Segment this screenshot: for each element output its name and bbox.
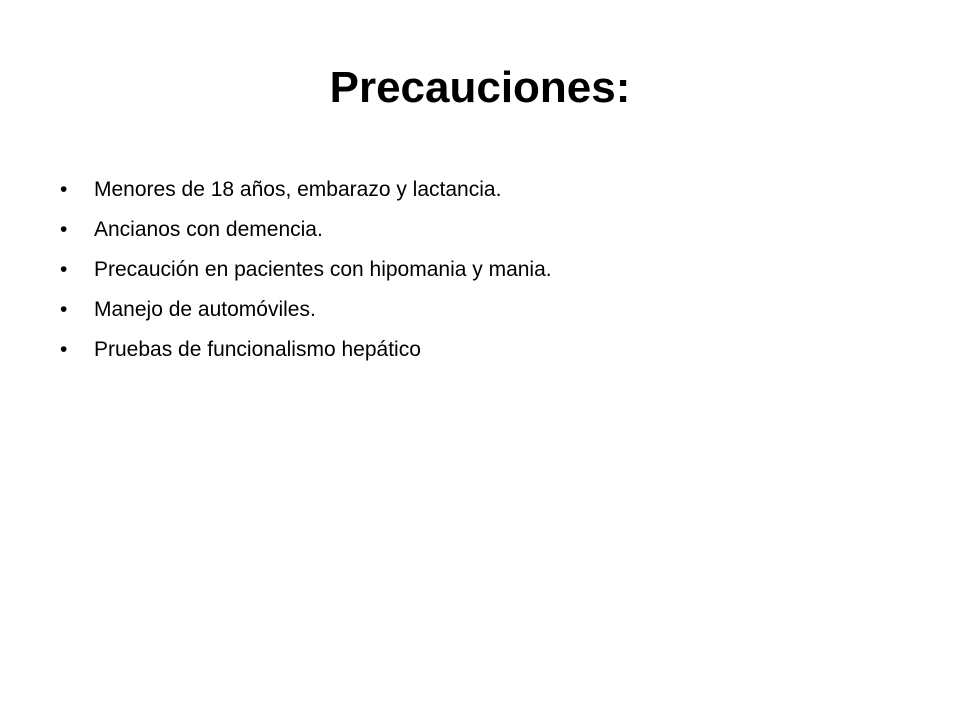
bullet-icon: • [60,218,68,241]
bullet-item-minors [60,170,920,210]
bullet-icon: • [60,298,68,321]
bullet-text: Pruebas de funcionalismo hepático [94,338,421,361]
bullet-item-driving [60,290,920,330]
bullet-text: Precaución en pacientes con hipomania y mania. [94,258,552,281]
bullet-icon: • [60,178,68,201]
bullet-item-elderly [60,210,920,250]
bullet-icon: • [60,338,68,361]
slide-title: Precauciones: [329,63,631,112]
bullet-list [60,170,920,370]
bullet-text: Menores de 18 años, embarazo y lactancia. [94,178,502,201]
bullet-text: Manejo de automóviles. [94,298,316,321]
bullet-text: Ancianos con demencia. [94,218,323,241]
bullet-item-hypomania [60,250,920,290]
bullet-icon: • [60,258,68,281]
bullet-item-liver-tests [60,330,920,370]
